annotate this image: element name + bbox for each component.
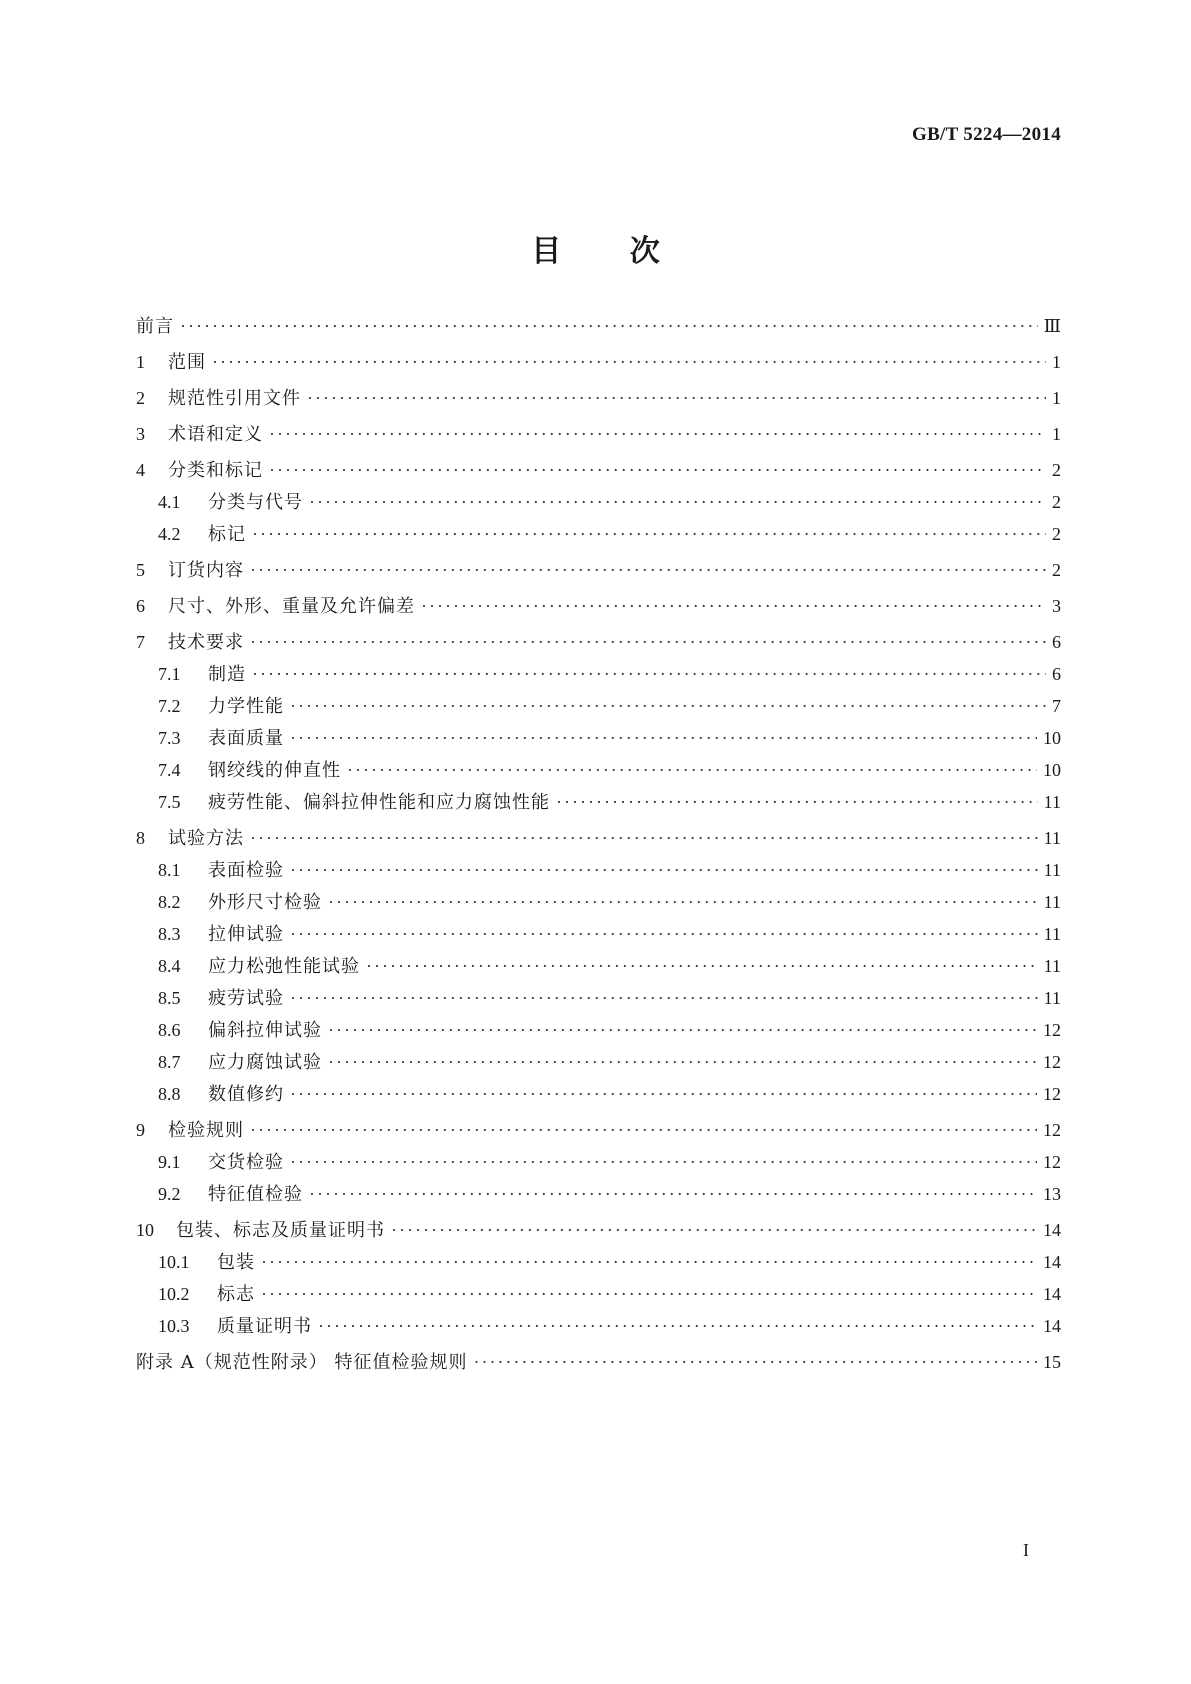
toc-leader-dots [269,456,1046,484]
toc-leader-dots [252,520,1046,548]
toc-entry-page: 11 [1043,792,1061,812]
toc-leader-dots [250,1116,1037,1144]
toc-entry-page: 2 [1052,524,1061,544]
toc-entry-number: 7.5 [158,792,181,812]
toc-entry-label: 表面质量 [208,728,284,749]
toc-entry-label: 分类与代号 [208,492,303,513]
toc-entry-page: 3 [1052,596,1061,616]
toc-entry[interactable] [136,628,1061,656]
toc-entry-page: 2 [1052,560,1061,580]
toc-entry-label: 尺寸、外形、重量及允许偏差 [168,596,415,617]
toc-entry-page: 15 [1043,1352,1061,1372]
toc-leader-dots [391,1216,1037,1244]
toc-entry[interactable] [158,1080,1061,1108]
toc-entry[interactable] [136,824,1061,852]
toc-entry-number: 7 [136,632,145,652]
toc-entry-page: 12 [1043,1084,1061,1104]
toc-entry-page: 7 [1052,696,1061,716]
toc-entry-number: 2 [136,388,145,408]
toc-entry-page: 2 [1052,460,1061,480]
toc-leader-dots [290,724,1037,752]
toc-entry[interactable] [136,1216,1061,1244]
toc-entry-number: 8.1 [158,860,181,880]
toc-entry[interactable] [158,984,1061,1012]
toc-entry[interactable] [158,520,1061,548]
toc-entry[interactable] [158,488,1061,516]
toc-leader-dots [180,312,1038,340]
toc-entry-page: 2 [1052,492,1061,512]
toc-leader-dots [556,788,1038,816]
toc-leader-dots [252,660,1046,688]
toc-entry-number: 4.1 [158,492,181,512]
toc-leader-dots [269,420,1046,448]
toc-entry[interactable] [158,1280,1061,1308]
toc-entry-label: 标记 [208,524,246,545]
toc-leader-dots [366,952,1038,980]
toc-leader-dots [250,824,1038,852]
toc-entry-page: 1 [1052,388,1061,408]
toc-entry-number: 9.2 [158,1184,181,1204]
toc-entry-label: 拉伸试验 [208,924,284,945]
toc-entry-number: 9.1 [158,1152,181,1172]
toc-entry-page: 12 [1043,1120,1061,1140]
toc-entry-page: 11 [1043,924,1061,944]
toc-entry[interactable] [158,1180,1061,1208]
toc-entry[interactable] [158,788,1061,816]
toc-entry-label: 分类和标记 [168,460,263,481]
toc-entry-number: 10.1 [158,1252,190,1272]
toc-entry-number: 8.5 [158,988,181,1008]
toc-leader-dots [473,1348,1037,1376]
toc-entry-label: 包装、标志及质量证明书 [176,1220,385,1241]
toc-entry-number: 8.6 [158,1020,181,1040]
toc-entry-page: 11 [1043,892,1061,912]
toc-entry[interactable] [136,312,1061,340]
toc-entry-page: 11 [1043,828,1061,848]
toc-leader-dots [309,488,1046,516]
toc-entry-label: 应力腐蚀试验 [208,1052,322,1073]
toc-entry-page: 13 [1043,1184,1061,1204]
toc-entry[interactable] [136,384,1061,412]
toc-leader-dots [347,756,1037,784]
toc-entry-page: 14 [1043,1316,1061,1336]
toc-entry-number: 7.2 [158,696,181,716]
toc-entry-label: 数值修约 [208,1084,284,1105]
toc-entry-number: 7.1 [158,664,181,684]
toc-entry-number: 8.4 [158,956,181,976]
toc-entry-page: 1 [1052,352,1061,372]
toc-entry[interactable] [158,1248,1061,1276]
toc-entry-number: 4.2 [158,524,181,544]
toc-entry-number: 7.4 [158,760,181,780]
toc-entry-label: 技术要求 [168,632,244,653]
toc-entry-page: Ⅲ [1043,316,1061,336]
toc-leader-dots [290,1080,1037,1108]
toc-entry-number: 7.3 [158,728,181,748]
toc-leader-dots [307,384,1046,412]
toc-entry-label: 规范性引用文件 [168,388,301,409]
toc-entry-number: 3 [136,424,145,444]
toc-entry-label: 应力松弛性能试验 [208,956,360,977]
toc-leader-dots [290,920,1038,948]
toc-leader-dots [328,1048,1037,1076]
toc-entry[interactable] [158,1016,1061,1044]
toc-entry-number: 10.3 [158,1316,190,1336]
toc-entry[interactable] [136,556,1061,584]
toc-entry-page: 12 [1043,1152,1061,1172]
toc-leader-dots [290,856,1038,884]
toc-entry[interactable] [158,756,1061,784]
toc-entry-number: 10 [136,1220,154,1240]
toc-entry-label: 偏斜拉伸试验 [208,1020,322,1041]
toc-entry-label: 特征值检验 [208,1184,303,1205]
toc-entry-page: 10 [1043,728,1061,748]
standard-code: GB/T 5224—2014 [911,124,1061,145]
toc-entry[interactable] [158,856,1061,884]
toc-entry[interactable] [158,1312,1061,1340]
toc-entry-label: 力学性能 [208,696,284,717]
toc-entry-page: 11 [1043,956,1061,976]
toc-entry-label: 交货检验 [208,1152,284,1173]
page-number: I [1023,1540,1029,1560]
toc-entry-page: 1 [1052,424,1061,444]
toc-entry-number: 4 [136,460,145,480]
toc-entry-label: 检验规则 [168,1120,244,1141]
toc-leader-dots [328,1016,1037,1044]
toc-entry[interactable] [136,1116,1061,1144]
toc-entry[interactable] [158,724,1061,752]
toc-leader-dots [309,1180,1037,1208]
toc-leader-dots [318,1312,1037,1340]
toc-entry-number: 6 [136,596,145,616]
toc-entry-label: 订货内容 [168,560,244,581]
toc-entry-label: 包装 [217,1252,255,1273]
toc-entry-number: 10.2 [158,1284,190,1304]
toc-entry-label: 试验方法 [168,828,244,849]
toc-entry-page: 12 [1043,1020,1061,1040]
toc-entry-page: 12 [1043,1052,1061,1072]
toc-entry-number: 8 [136,828,145,848]
toc-entry-label: 表面检验 [208,860,284,881]
toc-entry-label: 制造 [208,664,246,685]
toc-leader-dots [261,1280,1037,1308]
toc-entry-label: 范围 [168,352,206,373]
toc-entry[interactable] [136,348,1061,376]
toc-entry[interactable] [158,888,1061,916]
toc-entry-number: 8.3 [158,924,181,944]
toc-entry-page: 11 [1043,860,1061,880]
toc-entry[interactable] [158,1048,1061,1076]
page-title: 目 次 [531,234,660,269]
toc-entry[interactable] [158,920,1061,948]
toc-entry-number: 9 [136,1120,145,1140]
toc-leader-dots [328,888,1038,916]
toc-entry-number: 1 [136,352,145,372]
toc-entry-label: 术语和定义 [168,424,263,445]
toc-leader-dots [421,592,1046,620]
toc-leader-dots [290,1148,1037,1176]
toc-entry-number: 8.8 [158,1084,181,1104]
toc-entry[interactable] [158,692,1061,720]
toc-entry[interactable] [158,660,1061,688]
toc-entry-page: 14 [1043,1252,1061,1272]
toc-entry-label: 外形尺寸检验 [208,892,322,913]
toc-leader-dots [290,692,1046,720]
toc-entry-label: 前言 [136,316,174,337]
toc-leader-dots [212,348,1046,376]
toc-entry-page: 14 [1043,1284,1061,1304]
toc-entry[interactable] [158,952,1061,980]
toc-entry[interactable] [158,1148,1061,1176]
toc-entry-number: 5 [136,560,145,580]
toc-entry[interactable] [136,592,1061,620]
toc-entry-number: 8.2 [158,892,181,912]
toc-entry[interactable] [136,420,1061,448]
toc-entry-page: 6 [1052,632,1061,652]
toc-entry-number: 8.7 [158,1052,181,1072]
toc-leader-dots [290,984,1038,1012]
toc-entry-label: 钢绞线的伸直性 [208,760,341,781]
toc-entry-label: 质量证明书 [217,1316,312,1337]
toc-leader-dots [261,1248,1037,1276]
toc-entry-label: 标志 [217,1284,255,1305]
toc-entry-page: 14 [1043,1220,1061,1240]
toc-entry[interactable] [136,1348,1061,1376]
toc-leader-dots [250,556,1046,584]
toc-entry-label: 疲劳性能、偏斜拉伸性能和应力腐蚀性能 [208,792,550,813]
toc-entry-page: 6 [1052,664,1061,684]
toc-entry[interactable] [136,456,1061,484]
toc-entry-label: 疲劳试验 [208,988,284,1009]
toc-entry-page: 10 [1043,760,1061,780]
toc-entry-label: 附录 A（规范性附录） 特征值检验规则 [136,1352,468,1373]
toc-leader-dots [250,628,1046,656]
toc-entry-page: 11 [1043,988,1061,1008]
